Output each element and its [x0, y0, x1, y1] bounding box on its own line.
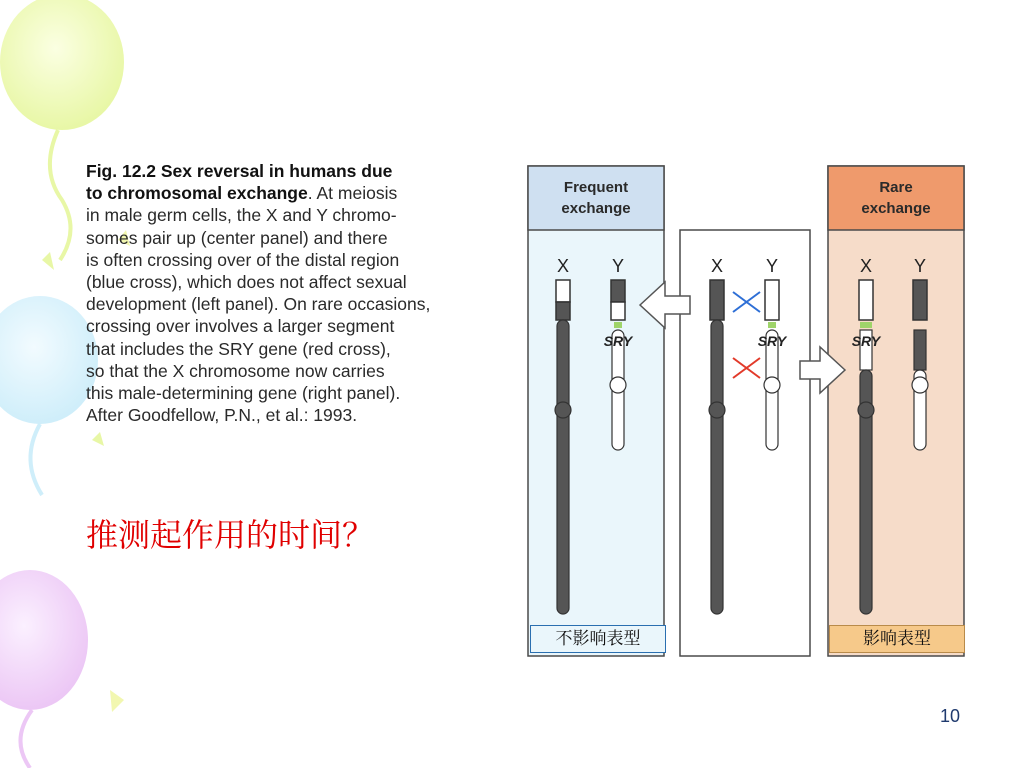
caption-line: Fig. 12.2 Sex reversal in humans due	[86, 161, 393, 181]
x-label: X	[710, 256, 724, 276]
sry-label: SRY	[757, 333, 787, 349]
phenotype-unaffected-label: 不影响表型	[530, 625, 666, 653]
right-x-chromosome	[858, 280, 874, 614]
sry-label: SRY	[851, 333, 881, 349]
caption-line: After Goodfellow, P.N., et al.: 1993.	[86, 405, 358, 426]
question-text: 推测起作用的时间？	[86, 516, 375, 554]
caption-line: so that the X chromosome now carries	[86, 360, 385, 381]
x-label: X	[556, 256, 570, 276]
phenotype-affected-label: 影响表型	[829, 625, 965, 653]
right-panel	[828, 166, 964, 656]
center-y-chromosome	[764, 280, 780, 450]
caption-line: in male germ cells, the X and Y chromo-	[86, 205, 397, 226]
caption-line: is often crossing over of the distal region	[86, 249, 400, 270]
caption-line: (blue cross), which does not affect sexual	[86, 272, 407, 293]
caption-line: to chromosomal exchange. At meiosis	[86, 183, 398, 204]
right-y-chromosome	[912, 280, 928, 450]
caption-line: that includes the SRY gene (red cross),	[86, 338, 391, 359]
right-panel-header	[828, 166, 964, 230]
center-panel	[680, 230, 810, 656]
page-number: 10	[939, 706, 961, 726]
left-panel-title: exchange	[561, 200, 631, 217]
right-panel-title: exchange	[861, 200, 931, 217]
caption-line: somes pair up (center panel) and there	[86, 227, 388, 248]
left-y-chromosome	[610, 280, 626, 450]
left-panel-header	[528, 166, 664, 230]
left-x-chromosome	[555, 280, 571, 614]
y-label: Y	[611, 256, 625, 276]
center-x-chromosome	[709, 280, 725, 614]
caption-line: crossing over involves a larger segment	[86, 316, 395, 337]
y-label: Y	[765, 256, 779, 276]
x-label: X	[859, 256, 873, 276]
left-panel	[528, 166, 664, 656]
right-panel-title: Rare	[879, 179, 913, 196]
y-label: Y	[913, 256, 927, 276]
sry-label: SRY	[603, 333, 633, 349]
caption-line: this male-determining gene (right panel).	[86, 383, 401, 404]
left-panel-title: Frequent	[563, 179, 629, 196]
caption-line: development (left panel). On rare occasions,	[86, 294, 431, 315]
